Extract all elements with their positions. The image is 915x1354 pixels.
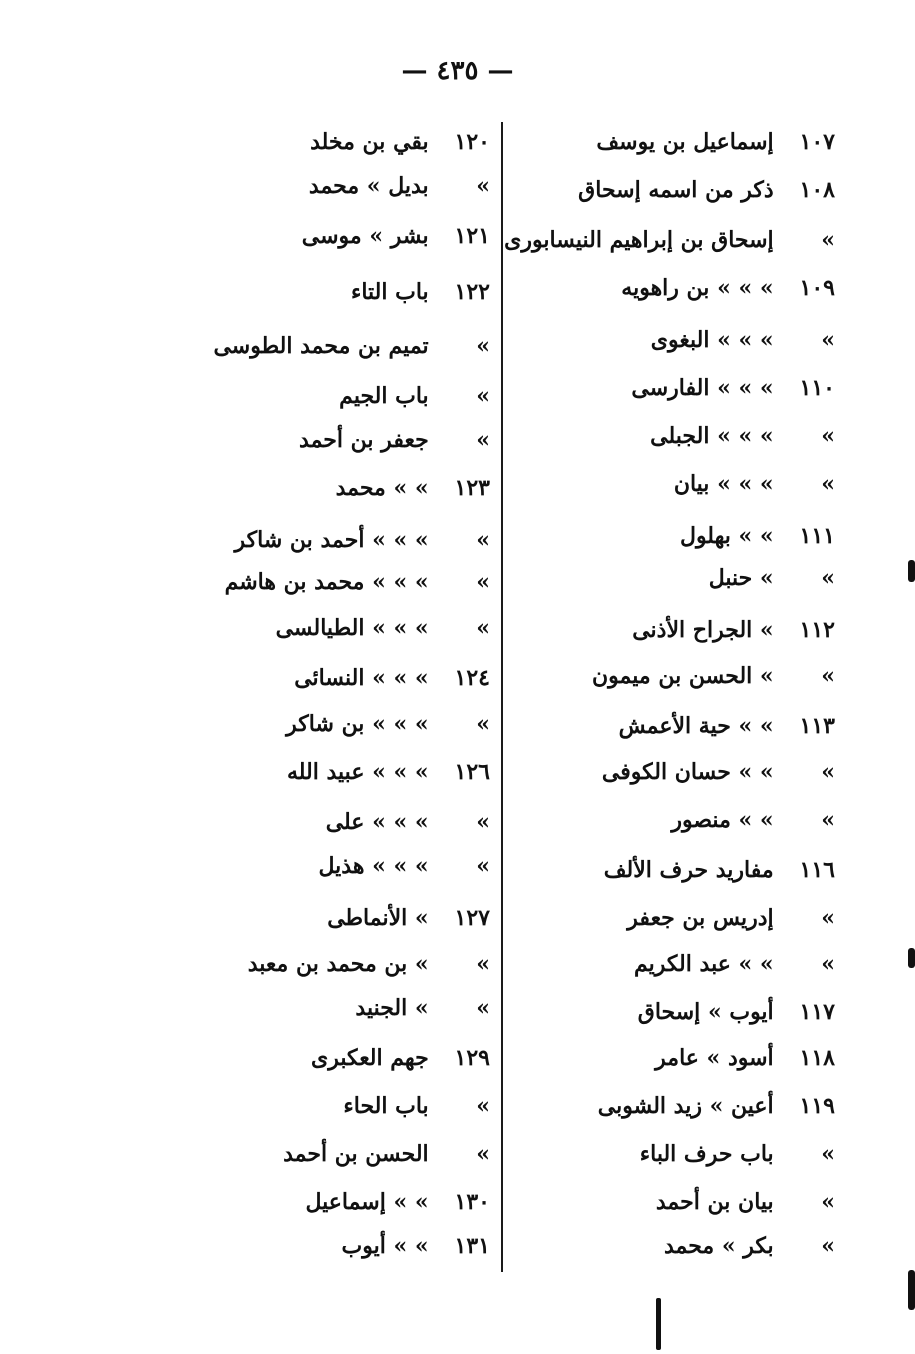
entry-number: ١٠٩ [799,275,835,301]
entry-row [310,122,490,162]
entry-text: » حنبل [708,565,774,591]
entry-text: أعين » زيد الشوبى [597,1093,774,1119]
entry-number: » [476,1141,490,1167]
entry-row [299,420,490,460]
entry-number: ١٣٠ [454,1189,490,1215]
entry-text: » » » أحمد بن شاكر [234,527,429,553]
entry-row [664,1226,835,1266]
entry-number: » [821,423,835,449]
entry-text: أسود » عامر [655,1045,774,1071]
entry-number: » [821,471,835,497]
entry-row [638,992,835,1032]
column-divider [501,122,503,1272]
bottom-mark [656,1298,661,1350]
entry-row [319,846,491,886]
entry-row [592,656,835,696]
entry-row [302,216,490,256]
entry-text: إدريس بن جعفر [627,905,774,931]
entry-row [709,558,835,598]
entry-number: » [821,1141,835,1167]
entry-number: » [476,333,490,359]
entry-row [656,1182,835,1222]
entry-number: » [476,173,490,199]
entry-number: » [821,951,835,977]
entry-row [351,272,490,312]
entry-text: جعفر بن أحمد [299,427,429,453]
entry-row [327,898,490,938]
entry-number: » [476,853,490,879]
entry-row [305,1182,490,1222]
entry-text: بكر » محمد [663,1233,774,1259]
entry-row [671,800,835,840]
entry-text: » » » الجبلى [650,423,774,449]
entry-text: الحسن بن أحمد [283,1141,429,1167]
entry-row [339,376,490,416]
entry-row [225,562,490,602]
entry-number: » [476,427,490,453]
entry-number: » [821,565,835,591]
entry-number: » [821,227,835,253]
entry-text: » » عبد الكريم [634,951,774,977]
entry-text: بقي بن مخلد [310,129,429,155]
entry-text: » » » النسائى [294,665,429,691]
entry-number: » [821,327,835,353]
entry-row [578,170,835,210]
entry-row [651,320,835,360]
entry-row [640,1134,835,1174]
entry-text: » » » بيان [673,471,774,497]
entry-number: » [476,527,490,553]
entry-number: » [476,951,490,977]
entry-number: » [821,905,835,931]
entry-text: جهم العكبرى [311,1045,429,1071]
entry-row [355,988,490,1028]
entry-text: مفاريد حرف الألف [603,857,774,883]
entry-text: » » أيوب [341,1233,429,1259]
entry-number: » [821,1233,835,1259]
entry-row [631,368,835,408]
entry-text: » » محمد [335,475,429,501]
entry-row [598,1086,835,1126]
entry-text: » » » بن راهويه [621,275,774,301]
entry-text: » الأنماطى [327,905,429,931]
entry-row [504,220,835,260]
entry-row [248,944,490,984]
entry-number: » [476,995,490,1021]
entry-text: إسماعيل بن يوسف [596,129,774,155]
entry-row [283,1134,490,1174]
entry-number: ١٠٧ [799,129,835,155]
entry-number: ١٢٣ [454,475,490,501]
entry-text: أيوب » إسحاق [637,999,774,1025]
entry-text: بيان بن أحمد [655,1189,774,1215]
entry-row [336,468,490,508]
entry-row [634,944,835,984]
entry-number: » [476,615,490,641]
entry-number: ١١٧ [799,999,835,1025]
entry-row [213,326,490,366]
entry-text: ذكر من اسمه إسحاق [578,177,774,203]
edge-mark-bottom [908,1270,915,1310]
entry-number: ١٣١ [454,1233,490,1259]
entry-row [621,268,835,308]
edge-mark-middle [908,948,915,968]
entry-row [276,608,490,648]
entry-text: » » منصور [671,807,774,833]
entry-text: باب الجيم [339,383,429,409]
entry-row [604,850,835,890]
entry-row [309,166,490,206]
entry-number: ١١٣ [799,713,835,739]
entry-number: » [821,807,835,833]
entry-row [602,752,835,792]
entry-text: » » » الطيالسى [275,615,429,641]
entry-text: » » بهلول [679,523,774,549]
entry-row [294,658,490,698]
entry-row [627,898,835,938]
entry-text: » » » على [325,809,429,835]
entry-text: » الحسن بن ميمون [592,663,774,689]
entry-number: ١١١ [799,523,835,549]
entry-number: ١١٩ [799,1093,835,1119]
entry-text: » » » عبيد الله [286,759,429,785]
entry-number: ١٢٦ [454,759,490,785]
entry-text: تميم بن محمد الطوسى [213,333,429,359]
entry-row [343,1086,490,1126]
page-number: — ٤٣٥ — [401,56,514,86]
entry-number: ١٢٠ [454,129,490,155]
entry-number: ١١٢ [799,617,835,643]
entry-number: ١٢١ [454,223,490,249]
entry-number: ١٢٤ [454,665,490,691]
entry-number: ١٠٨ [799,177,835,203]
entry-text: » » » محمد بن هاشم [224,569,429,595]
entry-number: » [821,1189,835,1215]
entry-number: » [476,569,490,595]
entry-row [674,464,835,504]
entry-row [287,752,490,792]
entry-row [619,706,835,746]
entry-number: ١٢٩ [454,1045,490,1071]
entry-number: » [476,711,490,737]
entry-number: » [476,809,490,835]
entry-text: باب حرف الباء [639,1141,774,1167]
entry-row [235,520,490,560]
entry-text: » » » البغوى [650,327,774,353]
entry-row [286,704,490,744]
entry-text: » » » بن شاكر [286,711,429,737]
entry-row [680,516,835,556]
entry-text: » بن محمد بن معبد [247,951,429,977]
entry-text: إسحاق بن إبراهيم النيسابورى [504,227,774,253]
entry-row [596,122,835,162]
entry-row [632,610,835,650]
entry-number: » [476,1093,490,1119]
entry-number: » [821,663,835,689]
entry-text: بديل » محمد [308,173,429,199]
entry-number: » [476,383,490,409]
entry-text: » » » الفارسى [631,375,774,401]
entry-row [311,1038,490,1078]
entry-text: باب التاء [350,279,429,305]
entry-text: » الجراح الأذنى [632,617,774,643]
entry-row [650,416,835,456]
entry-text: » الجنيد [355,995,429,1021]
entry-text: باب الحاء [343,1093,429,1119]
entry-text: » » » هذيل [318,853,429,879]
entry-number: ١٢٢ [454,279,490,305]
entry-text: بشر » موسى [301,223,429,249]
entry-number: ١١٦ [799,857,835,883]
entry-text: » » إسماعيل [305,1189,429,1215]
entry-number: » [821,759,835,785]
entry-row [326,802,490,842]
entry-number: ١١٠ [799,375,835,401]
entry-text: » » حية الأعمش [618,713,774,739]
edge-mark-top [908,560,915,582]
entry-row [655,1038,835,1078]
entry-number: ١١٨ [799,1045,835,1071]
entry-row [342,1226,490,1266]
entry-number: ١٢٧ [454,905,490,931]
entry-text: » » حسان الكوفى [601,759,774,785]
